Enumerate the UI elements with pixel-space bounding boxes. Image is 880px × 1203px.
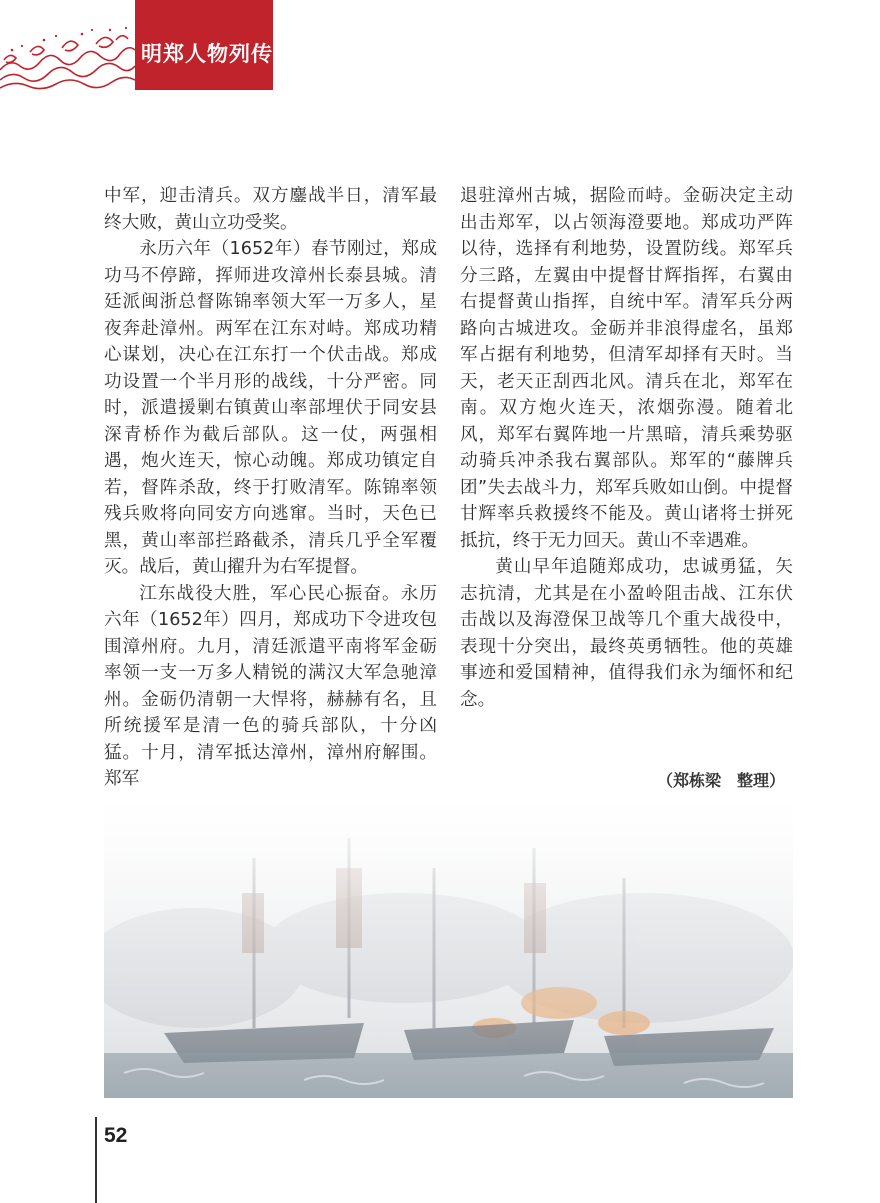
section-title: 明郑人物列传 [141, 41, 273, 66]
article-paragraph: 退驻漳州古城，据险而峙。金砺决定主动出击郑军，以占领海澄要地。郑成功严阵以待，选择有利地势，设置防线。郑军兵分三路，左翼由中提督甘辉指挥，右翼由右提督黄山指挥，自统中军。清军兵分两路向古城进攻。金砺并非浪得虚名，虽郑军占据有利地势，但清军却择有天时。当天，老天正刮西北风。清兵在北，郑军在南。双方炮火连天，浓烟弥漫。随着北风，郑军右翼阵地一片黑暗，清兵乘势驱动骑兵冲杀我右翼部队。郑军的“藤牌兵团”失去战斗力，郑军兵败如山倒。中提督甘辉率兵救援终不能及。黄山诸将士拼死抵抗，终于无力回天。黄山不幸遇难。 [460, 186, 793, 551]
section-header-band [135, 0, 273, 90]
page-divider-line [95, 1117, 97, 1203]
page-number: 52 [104, 1124, 128, 1147]
article-paragraph: 江东战役大胜，军心民心振奋。永历六年（1652年）四月，郑成功下令进攻包围漳州府。九月，清廷派遣平南将军金砺率领一支一万多人精锐的满汉大军急驰漳州。金砺仍清朝一大悍将，赫赫有名，且所统援军是清一色的骑兵部队，十分凶猛。十月，清军抵达漳州，漳州府解围。郑军 [104, 583, 437, 789]
decorative-wave-pattern [0, 0, 135, 92]
article-column-left [104, 183, 437, 793]
article-credit: （郑栋梁 整理） [656, 771, 785, 790]
article-column-right [460, 183, 793, 713]
article-paragraph: 中军，迎击清兵。双方鏖战半日，清军最终大败，黄山立功受奖。 [104, 186, 437, 233]
battle-painting-image [104, 798, 793, 1098]
article-paragraph: 黄山早年追随郑成功，忠诚勇猛，矢志抗清，尤其是在小盈岭阻击战、江东伏击战以及海澄保卫战等几个重大战役中，表现十分突出，最终英勇牺牲。他的英雄事迹和爱国精神，值得我们永为缅怀和纪念。 [460, 557, 793, 710]
article-paragraph: 永历六年（1652年）春节刚过，郑成功马不停蹄，挥师进攻漳州长泰县城。清廷派闽浙总督陈锦率领大军一万多人，星夜奔赴漳州。两军在江东对峙。郑成功精心谋划，决心在江东打一个伏击战。郑成功设置一个半月形的战线，十分严密。同时，派遣援剿右镇黄山率部埋伏于同安县深青桥作为截后部队。这一仗，两强相遇，炮火连天，惊心动魄。郑成功镇定自若，督阵杀敌，终于打败清军。陈锦率领残兵败将向同安方向逃窜。当时，天色已黑，黄山率部拦路截杀，清兵几乎全军覆灭。战后，黄山擢升为右军提督。 [104, 239, 437, 577]
